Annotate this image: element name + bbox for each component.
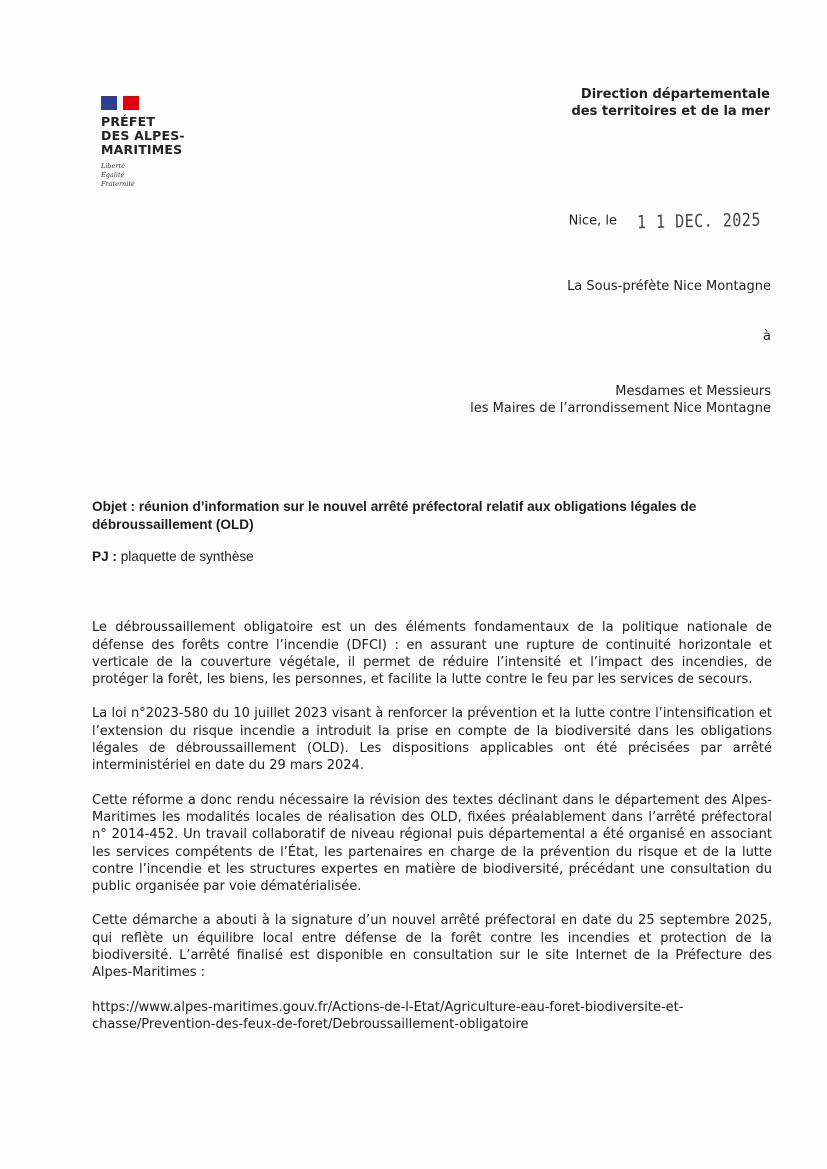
motto-line: Liberté [101,162,125,170]
letter-body [92,498,772,1033]
logo-title-line: MARITIMES [101,142,183,157]
issuing-direction [571,86,770,120]
attachment-text: plaquette de synthèse [120,549,254,564]
prefecture-logo [101,96,211,189]
motto-line: Égalité [101,171,125,179]
attachment-line [92,548,772,565]
logo-title-line: PRÉFET [101,114,156,129]
logo-title [101,115,211,157]
paragraph: Cette réforme a donc rendu nécessaire la révision des textes déclinant dans le département des Alpes-Maritimes les modalités locales de réalisation des OLD, fixées préalablement dans l’arrêté préfectoral n° 2014-452. Un travail collaboratif de niveau régional puis départemental a été organisé en associant les services compétents de l’État, les partenaires en charge de la prévention du risque et de la lutte contre l’incendie et les structures expertes en matière de biodiversité, précédant une consultation du public organisée par voie dématérialisée. [92,792,772,895]
subject-label: Objet : [92,499,136,514]
url-line: chasse/Prevention-des-feux-de-foret/Debroussaillement-obligatoire [92,1016,529,1032]
subject-text: réunion d’information sur le nouvel arrêté préfectoral relatif aux obligations légales de débroussaillement (OLD) [92,499,697,532]
flag-red-band [123,96,139,110]
to-word: à [763,329,771,344]
attachment-label: PJ : [92,549,117,564]
direction-line: des territoires et de la mer [571,104,770,119]
paragraph: La loi n°2023-580 du 10 juillet 2023 visant à renforcer la prévention et la lutte contre l’intensification et l’extension du risque incendie a introduit la prise en compte de la biodiversité dans les obligations légales de débroussaillement (OLD). Les dispositions applicables ont été précisées par arrêté interministériel en date du 29 mars 2024. [92,706,772,774]
logo-motto [101,162,211,189]
date-stamp: 1 1 DEC. 2025 [636,208,762,234]
recipient-line: Mesdames et Messieurs [615,384,771,399]
paragraph: Le débroussaillement obligatoire est un des éléments fondamentaux de la politique nationale de défense des forêts contre l’incendie (DFCI) : en assurant une rupture de continuité horizontale et verticale de la couverture végétale, il permet de réduire l’intensité et l’impact des incendies, de protéger la forêt, les biens, les personnes, et facilite la lutte contre le feu par les services de secours. [92,620,772,688]
recipient-line: les Maires de l’arrondissement Nice Montagne [470,401,771,416]
sender: La Sous-préfète Nice Montagne [567,279,771,294]
direction-line: Direction départementale [580,87,770,102]
subject-line [92,498,772,534]
prefecture-url [92,999,772,1034]
date-line [568,208,762,234]
motto-line: Fraternité [101,180,135,188]
french-flag-icon [101,96,139,110]
recipient [470,383,771,417]
logo-title-line: DES ALPES- [101,128,185,143]
url-line: https://www.alpes-maritimes.gouv.fr/Actions-de-l-Etat/Agriculture-eau-foret-biodiversite-et- [92,999,684,1015]
date-label: Nice, le [568,213,617,229]
flag-blue-band [101,96,117,110]
paragraph: Cette démarche a abouti à la signature d’un nouvel arrêté préfectoral en date du 25 septembre 2025, qui reflète un équilibre local entre défense de la forêt contre les incendies et protection de la biodiversité. L’arrêté finalisé est disponible en consultation sur le site Internet de la Préfecture des Alpes-Maritimes : [92,913,772,981]
